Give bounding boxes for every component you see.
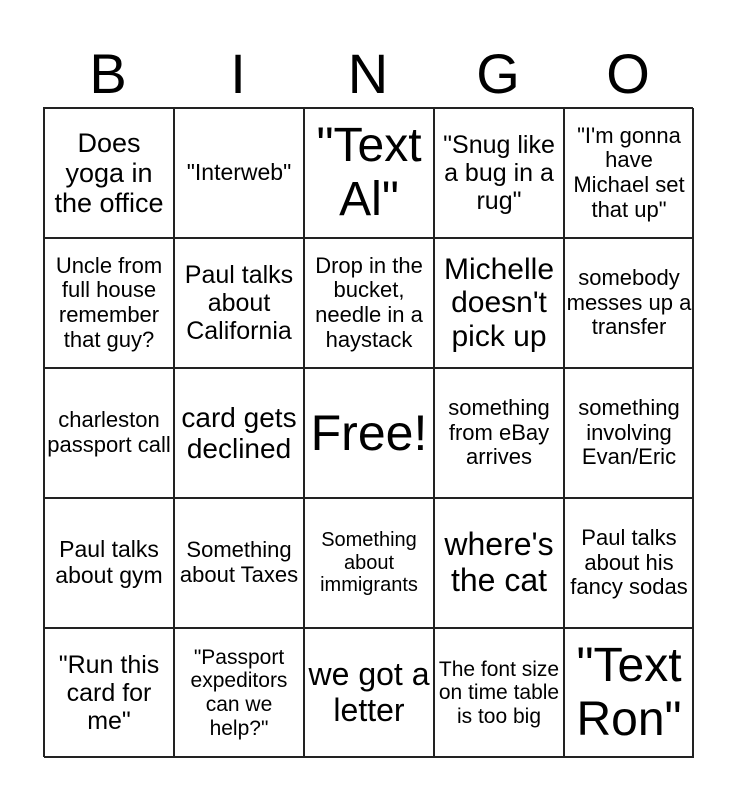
bingo-cell-text: we got a letter	[308, 656, 430, 728]
bingo-header	[43, 40, 693, 107]
bingo-cell-text: Does yoga in the office	[54, 127, 164, 219]
bingo-cell-i5[interactable]	[174, 628, 304, 758]
bingo-cell-text: Paul talks about gym	[55, 536, 163, 588]
bingo-cell-text: Something about Taxes	[179, 537, 299, 587]
bingo-cell-i2[interactable]	[174, 238, 304, 368]
bingo-cell-text: "Snug like a bug in a rug"	[443, 131, 555, 215]
bingo-cell-i3[interactable]	[174, 368, 304, 498]
bingo-cell-g2[interactable]	[434, 238, 564, 368]
bingo-cell-text: Michelle doesn't pick up	[443, 252, 555, 353]
bingo-cell-o4[interactable]	[564, 498, 694, 628]
bingo-cell-o2[interactable]	[564, 238, 694, 368]
header-letter-b: B	[89, 42, 127, 105]
header-letter-g: G	[476, 42, 520, 105]
bingo-cell-text: "Text Ron"	[576, 639, 682, 746]
bingo-cell-text: "I'm gonna have Michael set that up"	[573, 122, 685, 222]
bingo-cell-text: Paul talks about his fancy sodas	[570, 525, 688, 600]
bingo-cell-g5[interactable]	[434, 628, 564, 758]
bingo-cell-text: something involving Evan/Eric	[578, 395, 680, 470]
bingo-cell-n1[interactable]	[304, 108, 434, 238]
bingo-cell-text: "Interweb"	[186, 159, 292, 186]
bingo-cell-i4[interactable]	[174, 498, 304, 628]
bingo-cell-g1[interactable]	[434, 108, 564, 238]
bingo-card-grid	[43, 107, 693, 757]
bingo-cell-text: "Text Al"	[316, 119, 422, 226]
bingo-cell-i1[interactable]	[174, 108, 304, 238]
bingo-cell-text: where's the cat	[444, 526, 554, 598]
bingo-cell-g4[interactable]	[434, 498, 564, 628]
bingo-cell-o3[interactable]	[564, 368, 694, 498]
bingo-cell-text: The font size on time table is too big	[438, 657, 560, 728]
bingo-cell-n3[interactable]	[304, 368, 434, 498]
bingo-cell-text: Uncle from full house remember that guy?	[55, 252, 163, 352]
bingo-cell-b1[interactable]	[44, 108, 174, 238]
bingo-cell-text: card gets declined	[181, 401, 297, 464]
bingo-cell-n4[interactable]	[304, 498, 434, 628]
bingo-cell-text: something from eBay arrives	[448, 395, 550, 470]
bingo-cell-n2[interactable]	[304, 238, 434, 368]
bingo-cell-g3[interactable]	[434, 368, 564, 498]
bingo-cell-text: Paul talks about California	[184, 261, 294, 345]
bingo-cell-text: Drop in the bucket, needle in a haystack	[315, 252, 423, 352]
bingo-cell-b3[interactable]	[44, 368, 174, 498]
header-letter-i: I	[230, 42, 246, 105]
bingo-cell-o1[interactable]	[564, 108, 694, 238]
bingo-cell-text: Something about immigrants	[320, 529, 418, 597]
bingo-cell-o5[interactable]	[564, 628, 694, 758]
bingo-cell-text: charleston passport call	[47, 407, 171, 457]
bingo-cell-text: Free!	[310, 405, 428, 461]
bingo-cell-b5[interactable]	[44, 628, 174, 758]
bingo-cell-n5[interactable]	[304, 628, 434, 758]
bingo-cell-text: somebody messes up a transfer	[566, 265, 692, 340]
bingo-cell-b2[interactable]	[44, 238, 174, 368]
bingo-cell-text: "Run this card for me"	[58, 651, 160, 735]
bingo-cell-text: "Passport expeditors can we help?"	[190, 645, 288, 740]
header-letter-o: O	[606, 42, 650, 105]
bingo-cell-b4[interactable]	[44, 498, 174, 628]
header-letter-n: N	[347, 42, 389, 105]
